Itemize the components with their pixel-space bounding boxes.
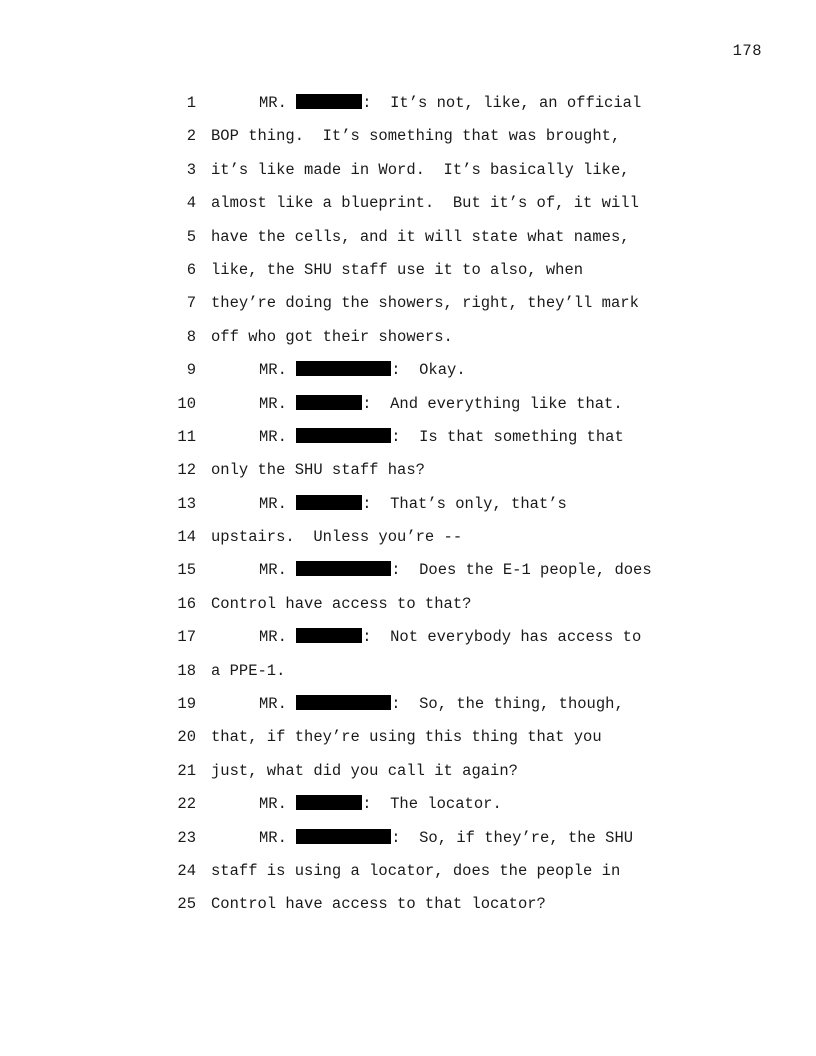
line-number: 15	[177, 561, 196, 580]
line-number: 9	[186, 361, 196, 380]
speaker-prefix: MR.	[259, 695, 297, 714]
transcript-line	[0, 321, 816, 354]
line-text: staff is using a locator, does the people in	[211, 861, 621, 880]
line-number: 2	[186, 127, 196, 146]
transcript-line	[0, 221, 816, 254]
line-text: off who got their showers.	[211, 327, 453, 346]
speaker-text	[259, 788, 502, 821]
transcript-line	[0, 488, 816, 521]
transcript-line	[0, 655, 816, 688]
transcript-line	[0, 755, 816, 788]
transcript-line	[0, 187, 816, 220]
line-number: 7	[186, 294, 196, 313]
line-number: 14	[177, 528, 196, 547]
redaction-bar	[296, 829, 391, 844]
line-text: a PPE-1.	[211, 661, 286, 680]
line-text: BOP thing. It’s something that was brought,	[211, 127, 621, 146]
line-number: 4	[186, 194, 196, 213]
line-number: 24	[177, 861, 196, 880]
redaction-bar	[296, 361, 391, 376]
line-text: Control have access to that locator?	[211, 895, 546, 914]
speaker-prefix: MR.	[259, 828, 297, 847]
speaker-text	[259, 488, 567, 521]
speaker-prefix: MR.	[259, 628, 297, 647]
page-number: 178	[732, 42, 762, 60]
speaker-text	[259, 621, 641, 654]
transcript-line	[0, 87, 816, 120]
redaction-bar	[296, 628, 362, 643]
transcript-line	[0, 287, 816, 320]
transcript-line	[0, 855, 816, 888]
redaction-bar	[296, 695, 391, 710]
line-number: 22	[177, 795, 196, 814]
line-number: 5	[186, 227, 196, 246]
redaction-bar	[296, 495, 362, 510]
speaker-statement: : Okay.	[391, 361, 466, 380]
line-text: just, what did you call it again?	[211, 761, 518, 780]
line-number: 17	[177, 628, 196, 647]
line-text: almost like a blueprint. But it’s of, it will	[211, 194, 639, 213]
speaker-statement: : The locator.	[362, 795, 502, 814]
line-number: 23	[177, 828, 196, 847]
speaker-statement: : That’s only, that’s	[362, 494, 567, 513]
redaction-bar	[296, 395, 362, 410]
line-number: 3	[186, 160, 196, 179]
speaker-prefix: MR.	[259, 795, 297, 814]
line-text: they’re doing the showers, right, they’ll mark	[211, 294, 639, 313]
transcript-line	[0, 822, 816, 855]
speaker-prefix: MR.	[259, 561, 297, 580]
speaker-statement: : Not everybody has access to	[362, 628, 642, 647]
transcript-line	[0, 354, 816, 387]
speaker-text	[259, 688, 624, 721]
transcript-line	[0, 554, 816, 587]
transcript-line	[0, 388, 816, 421]
speaker-prefix: MR.	[259, 494, 297, 513]
line-text: that, if they’re using this thing that you	[211, 728, 602, 747]
transcript-body	[0, 87, 816, 922]
line-number: 6	[186, 260, 196, 279]
speaker-text	[259, 388, 623, 421]
transcript-line	[0, 688, 816, 721]
line-number: 11	[177, 427, 196, 446]
transcript-line	[0, 120, 816, 153]
speaker-text	[259, 822, 633, 855]
redaction-bar	[296, 795, 362, 810]
redaction-bar	[296, 94, 362, 109]
transcript-line	[0, 421, 816, 454]
transcript-line	[0, 521, 816, 554]
speaker-text	[259, 554, 652, 587]
speaker-text	[259, 421, 624, 454]
line-text: have the cells, and it will state what names,	[211, 227, 630, 246]
line-number: 19	[177, 695, 196, 714]
transcript-line	[0, 254, 816, 287]
speaker-statement: : So, the thing, though,	[391, 695, 624, 714]
transcript-line	[0, 888, 816, 921]
line-number: 1	[186, 94, 196, 112]
line-number: 10	[177, 394, 196, 413]
transcript-line	[0, 454, 816, 487]
line-text: Control have access to that?	[211, 594, 472, 613]
line-number: 8	[186, 327, 196, 346]
line-text: it’s like made in Word. It’s basically like,	[211, 160, 630, 179]
speaker-statement: : Does the E-1 people, does	[391, 561, 652, 580]
speaker-prefix: MR.	[259, 94, 297, 112]
line-number: 12	[177, 461, 196, 480]
transcript-line	[0, 621, 816, 654]
speaker-prefix: MR.	[259, 394, 297, 413]
line-number: 21	[177, 761, 196, 780]
speaker-statement: : Is that something that	[391, 427, 624, 446]
speaker-text	[259, 87, 641, 120]
line-text: like, the SHU staff use it to also, when	[211, 260, 584, 279]
line-text: only the SHU staff has?	[211, 461, 425, 480]
transcript-line	[0, 788, 816, 821]
transcript-line	[0, 588, 816, 621]
line-text: upstairs. Unless you’re --	[211, 528, 463, 547]
transcript-line	[0, 154, 816, 187]
speaker-statement: : So, if they’re, the SHU	[391, 828, 634, 847]
line-number: 13	[177, 494, 196, 513]
redaction-bar	[296, 428, 391, 443]
redaction-bar	[296, 561, 391, 576]
line-number: 16	[177, 594, 196, 613]
speaker-prefix: MR.	[259, 361, 297, 380]
speaker-text	[259, 354, 466, 387]
speaker-statement: : And everything like that.	[362, 394, 623, 413]
line-number: 25	[177, 895, 196, 914]
line-number: 18	[177, 661, 196, 680]
line-number: 20	[177, 728, 196, 747]
speaker-statement: : It’s not, like, an official	[362, 94, 642, 112]
speaker-prefix: MR.	[259, 427, 297, 446]
transcript-line	[0, 721, 816, 754]
